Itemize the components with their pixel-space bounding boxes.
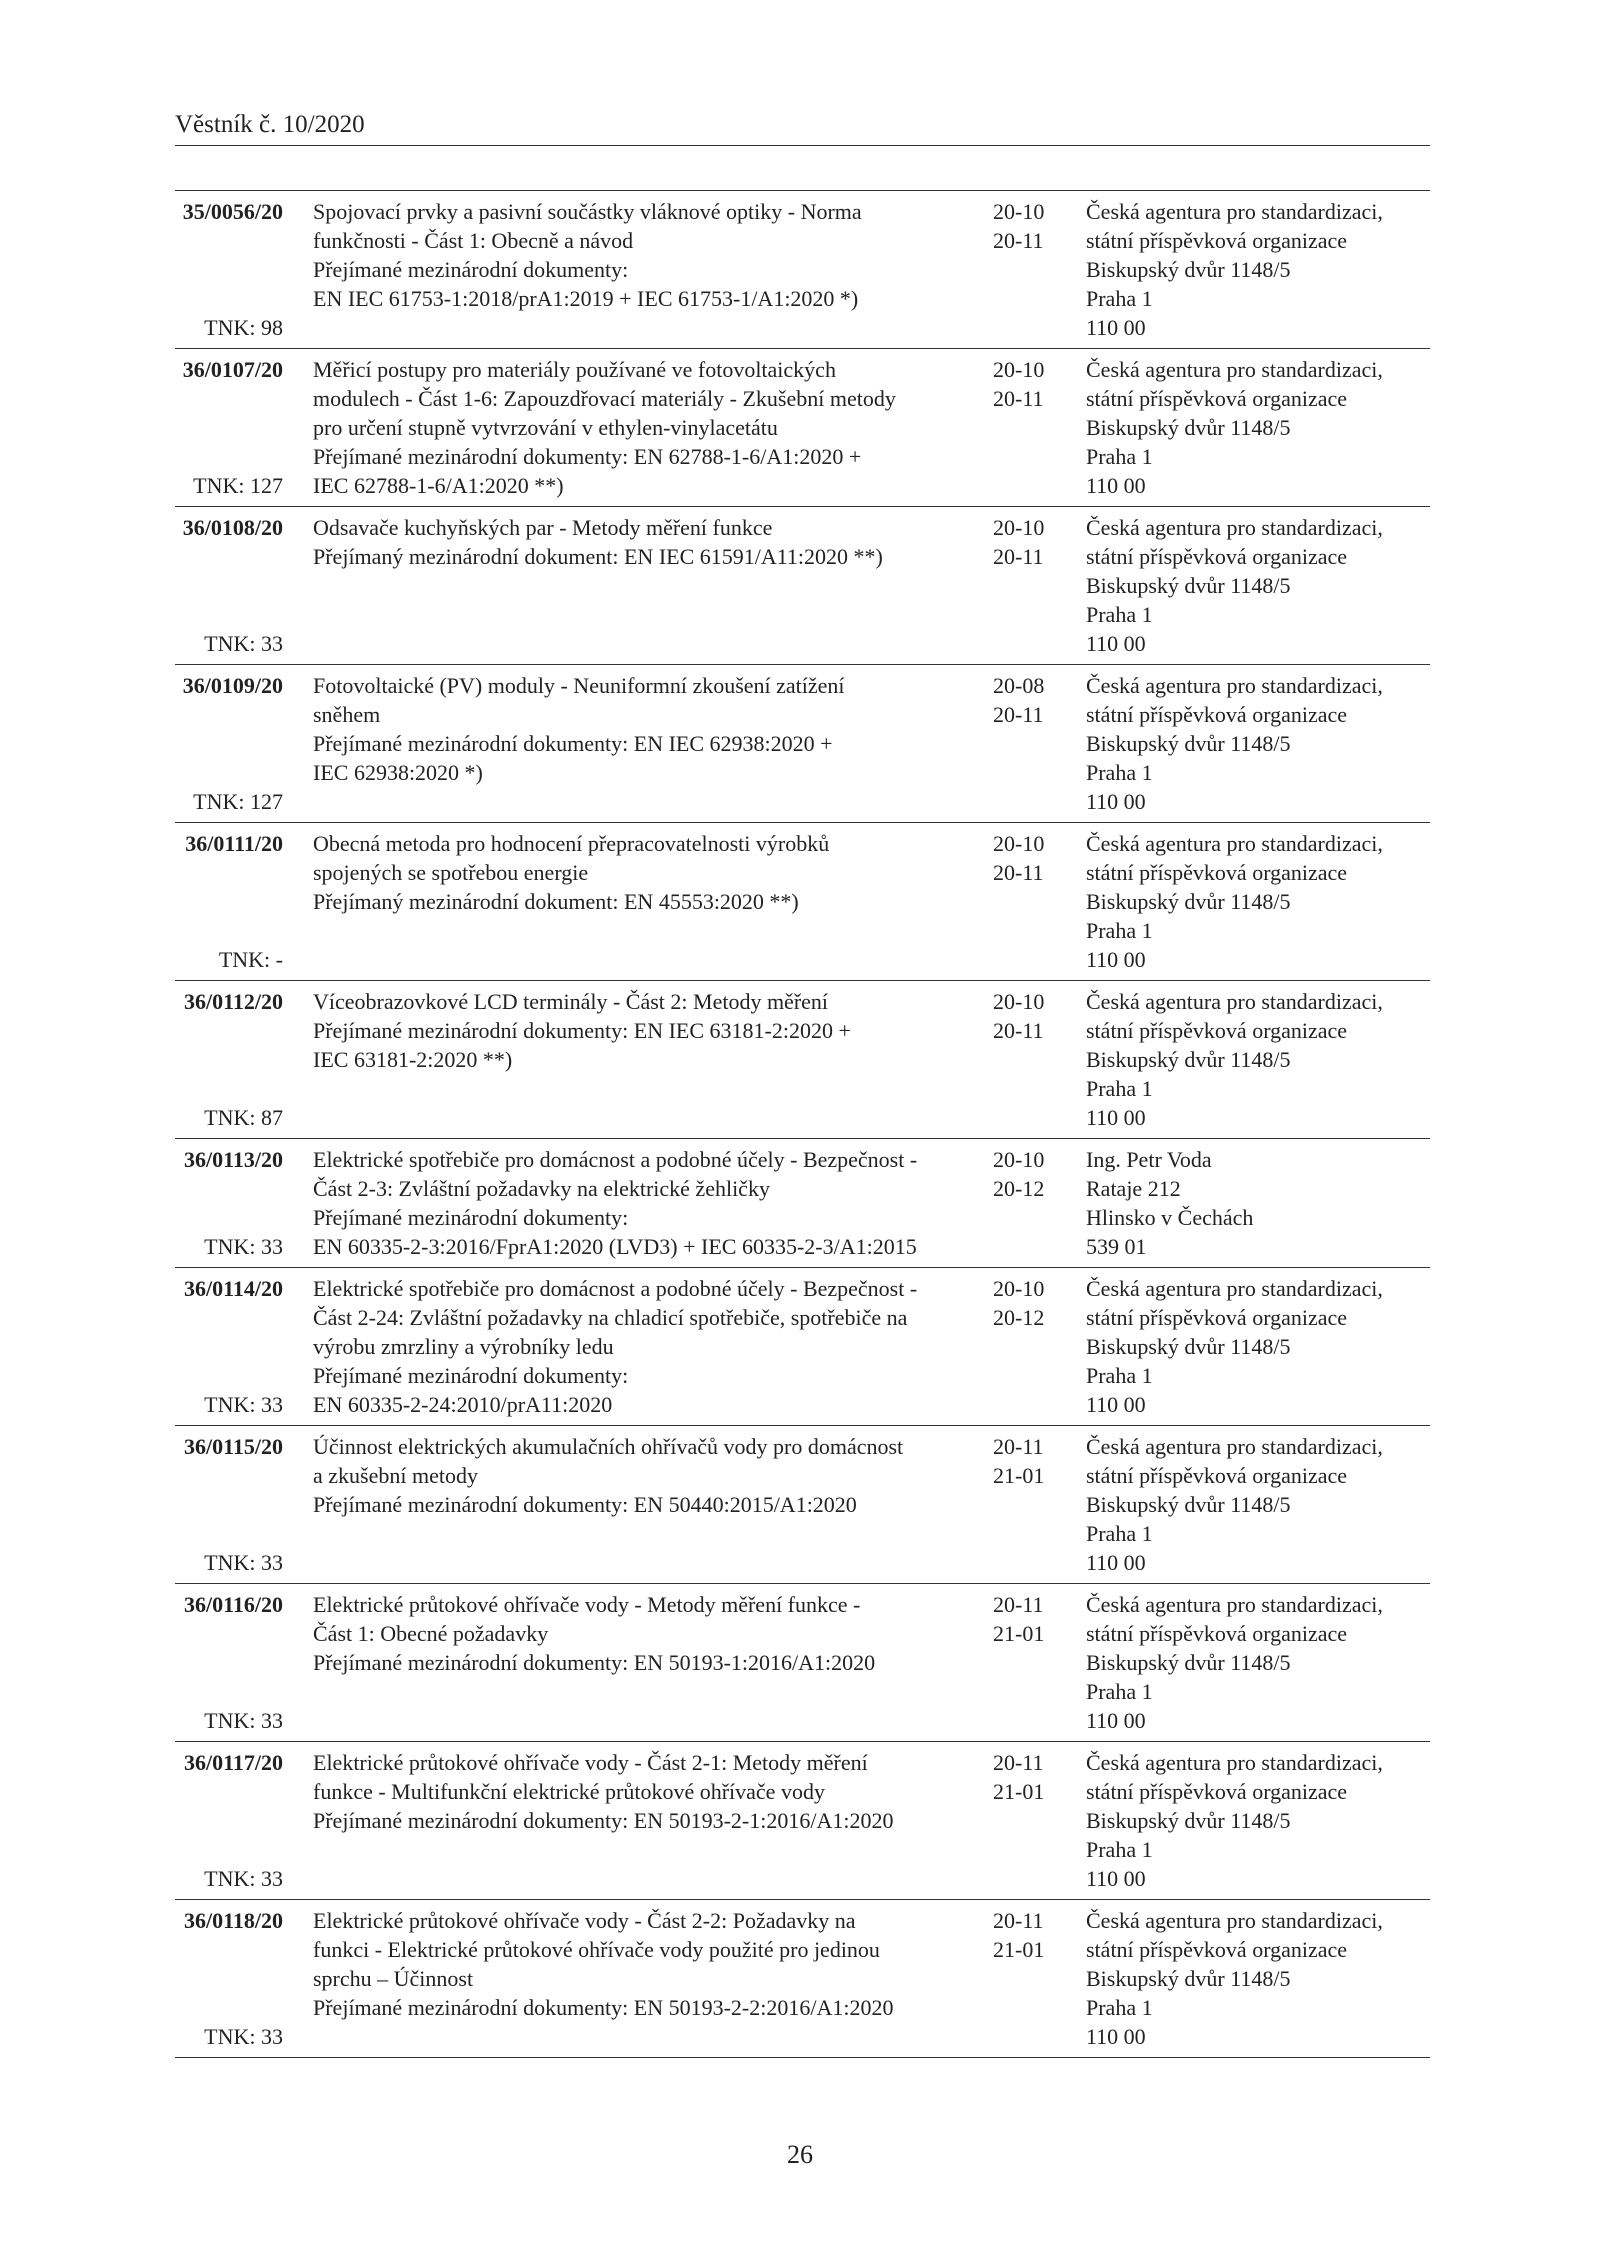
table-row xyxy=(175,822,1430,980)
entry-description-line: Přejímané mezinárodní dokumenty: EN 50440:2015/A1:2020 xyxy=(313,1492,857,1517)
table-row xyxy=(175,664,1430,822)
entry-number: 36/0114/20 xyxy=(183,1276,283,1301)
entry-organization xyxy=(1070,829,1430,974)
page-header-title: Věstník č. 10/2020 xyxy=(175,111,1430,146)
entry-description-line: Elektrické spotřebiče pro domácnost a podobné účely - Bezpečnost - xyxy=(313,1276,918,1301)
entry-description-line: Přejímané mezinárodní dokumenty: EN IEC 63181-2:2020 + xyxy=(313,1018,851,1043)
entry-dates-line: 20-11 xyxy=(993,702,1044,727)
entry-dates xyxy=(985,355,1070,500)
entry-organization-line: Česká agentura pro standardizaci, xyxy=(1086,1750,1383,1775)
entry-organization-line: Biskupský dvůr 1148/5 xyxy=(1086,731,1291,756)
entry-organization-line: 110 00 xyxy=(1086,1392,1146,1417)
entry-id-cell xyxy=(175,1906,305,2051)
entry-organization-line: Česká agentura pro standardizaci, xyxy=(1086,1434,1383,1459)
entry-description-line: funkci - Elektrické průtokové ohřívače vody použité pro jedinou xyxy=(313,1937,880,1962)
entry-dates-line: 20-11 xyxy=(993,1592,1044,1617)
entry-organization-line: Biskupský dvůr 1148/5 xyxy=(1086,1047,1291,1072)
entry-description-line: Elektrické průtokové ohřívače vody - Metody měření funkce - xyxy=(313,1592,861,1617)
entry-organization-line: státní příspěvková organizace xyxy=(1086,1463,1348,1488)
entry-description xyxy=(305,1748,985,1893)
entry-number: 36/0115/20 xyxy=(183,1434,283,1459)
entry-dates-line: 20-11 xyxy=(993,1018,1044,1043)
entry-description-line: Přejímané mezinárodní dokumenty: xyxy=(313,257,629,282)
table-row xyxy=(175,348,1430,506)
entry-tnk: TNK: 127 xyxy=(193,789,283,814)
entry-description xyxy=(305,1145,985,1261)
entry-organization-line: 110 00 xyxy=(1086,789,1146,814)
entry-description-line: Účinnost elektrických akumulačních ohřívačů vody pro domácnost xyxy=(313,1434,904,1459)
entry-organization xyxy=(1070,513,1430,658)
entry-id-cell xyxy=(175,197,305,342)
entry-description xyxy=(305,1432,985,1577)
entry-dates-line: 20-10 xyxy=(993,515,1045,540)
entry-organization-line: Ing. Petr Voda xyxy=(1086,1147,1212,1172)
entry-organization-line: Praha 1 xyxy=(1086,1076,1153,1101)
entry-description-line: EN IEC 61753-1:2018/prA1:2019 + IEC 61753-1/A1:2020 *) xyxy=(313,286,859,311)
entry-dates xyxy=(985,1145,1070,1261)
table-row xyxy=(175,1899,1430,2058)
entry-tnk: TNK: 33 xyxy=(204,1866,283,1891)
entry-number: 36/0112/20 xyxy=(183,989,283,1014)
entry-description-line: IEC 62938:2020 *) xyxy=(313,760,483,785)
entry-organization xyxy=(1070,987,1430,1132)
entry-organization-line: Praha 1 xyxy=(1086,1363,1153,1388)
entry-description xyxy=(305,1906,985,2051)
entry-description-line: Spojovací prvky a pasivní součástky vláknové optiky - Norma xyxy=(313,199,862,224)
entry-description-line: Část 1: Obecné požadavky xyxy=(313,1621,549,1646)
entry-organization-line: státní příspěvková organizace xyxy=(1086,544,1348,569)
entry-id-cell xyxy=(175,1145,305,1261)
entry-organization-line: Česká agentura pro standardizaci, xyxy=(1086,199,1383,224)
entry-organization-line: Praha 1 xyxy=(1086,1679,1153,1704)
entry-number: 36/0113/20 xyxy=(183,1147,283,1172)
entry-organization-line: státní příspěvková organizace xyxy=(1086,702,1348,727)
entry-organization-line: Biskupský dvůr 1148/5 xyxy=(1086,1650,1291,1675)
entry-description-line: EN 60335-2-3:2016/FprA1:2020 (LVD3) + IEC 60335-2-3/A1:2015 xyxy=(313,1234,917,1259)
entry-description-line: spojených se spotřebou energie xyxy=(313,860,589,885)
entry-description-line: Přejímané mezinárodní dokumenty: xyxy=(313,1363,629,1388)
entry-description-line: EN 60335-2-24:2010/prA11:2020 xyxy=(313,1392,613,1417)
entry-organization-line: 110 00 xyxy=(1086,1550,1146,1575)
entry-organization-line: státní příspěvková organizace xyxy=(1086,860,1348,885)
entry-description-line: Část 2-3: Zvláštní požadavky na elektrické žehličky xyxy=(313,1176,770,1201)
entry-description-line: Odsavače kuchyňských par - Metody měření funkce xyxy=(313,515,773,540)
entry-tnk: TNK: 33 xyxy=(204,631,283,656)
table-row xyxy=(175,1583,1430,1741)
entry-dates-line: 21-01 xyxy=(993,1937,1045,1962)
table-row xyxy=(175,190,1430,348)
entry-dates-line: 20-10 xyxy=(993,989,1045,1014)
entry-description-line: Přejímané mezinárodní dokumenty: EN IEC 62938:2020 + xyxy=(313,731,833,756)
entry-tnk: TNK: 127 xyxy=(193,473,283,498)
entry-description-line: modulech - Část 1-6: Zapouzdřovací materiály - Zkušební metody xyxy=(313,386,896,411)
entry-dates-line: 21-01 xyxy=(993,1463,1045,1488)
entry-organization-line: státní příspěvková organizace xyxy=(1086,1621,1348,1646)
entry-description-line: Fotovoltaické (PV) moduly - Neuniformní zkoušení zatížení xyxy=(313,673,845,698)
entry-description-line: výrobu zmrzliny a výrobníky ledu xyxy=(313,1334,614,1359)
entry-organization-line: Biskupský dvůr 1148/5 xyxy=(1086,889,1291,914)
entry-organization-line: Česká agentura pro standardizaci, xyxy=(1086,1276,1383,1301)
entry-organization-line: 110 00 xyxy=(1086,1866,1146,1891)
entry-id-cell xyxy=(175,829,305,974)
entry-tnk: TNK: 98 xyxy=(204,315,283,340)
entry-dates xyxy=(985,513,1070,658)
entry-number: 36/0107/20 xyxy=(182,357,283,382)
entry-organization xyxy=(1070,1906,1430,2051)
entry-organization-line: Praha 1 xyxy=(1086,444,1153,469)
entry-organization-line: Praha 1 xyxy=(1086,1995,1153,2020)
entry-dates xyxy=(985,829,1070,974)
entry-organization-line: státní příspěvková organizace xyxy=(1086,386,1348,411)
entry-description-line: Elektrické průtokové ohřívače vody - Část 2-1: Metody měření xyxy=(313,1750,868,1775)
standards-table xyxy=(175,190,1430,2058)
entry-tnk: TNK: 33 xyxy=(204,1392,283,1417)
entry-description-line: sprchu – Účinnost xyxy=(313,1966,474,1991)
entry-description-line: IEC 62788-1-6/A1:2020 **) xyxy=(313,473,564,498)
entry-organization-line: 110 00 xyxy=(1086,315,1146,340)
entry-description-line: Přejímané mezinárodní dokumenty: EN 50193-1:2016/A1:2020 xyxy=(313,1650,876,1675)
entry-organization-line: Praha 1 xyxy=(1086,918,1153,943)
entry-number: 36/0116/20 xyxy=(183,1592,283,1617)
entry-id-cell xyxy=(175,355,305,500)
entry-dates-line: 20-11 xyxy=(993,1750,1044,1775)
entry-dates xyxy=(985,671,1070,816)
entry-organization-line: Biskupský dvůr 1148/5 xyxy=(1086,1334,1291,1359)
table-row xyxy=(175,980,1430,1138)
entry-organization-line: Praha 1 xyxy=(1086,602,1153,627)
entry-tnk: TNK: 33 xyxy=(204,2024,283,2049)
entry-organization-line: 110 00 xyxy=(1086,631,1146,656)
entry-description-line: Přejímané mezinárodní dokumenty: EN 50193-2-1:2016/A1:2020 xyxy=(313,1808,894,1833)
entry-description-line: Obecná metoda pro hodnocení přepracovatelnosti výrobků xyxy=(313,831,830,856)
entry-tnk: TNK: 33 xyxy=(204,1234,283,1259)
entry-dates-line: 20-10 xyxy=(993,357,1045,382)
entry-organization-line: státní příspěvková organizace xyxy=(1086,1305,1348,1330)
entry-organization-line: státní příspěvková organizace xyxy=(1086,228,1348,253)
entry-id-cell xyxy=(175,671,305,816)
table-row xyxy=(175,1267,1430,1425)
entry-id-cell xyxy=(175,1432,305,1577)
entry-dates-line: 20-08 xyxy=(993,673,1045,698)
entry-tnk: TNK: - xyxy=(218,947,283,972)
entry-organization-line: Česká agentura pro standardizaci, xyxy=(1086,1908,1383,1933)
entry-description-line: sněhem xyxy=(313,702,381,727)
entry-organization-line: 110 00 xyxy=(1086,2024,1146,2049)
entry-organization-line: státní příspěvková organizace xyxy=(1086,1937,1348,1962)
entry-dates-line: 20-11 xyxy=(993,386,1044,411)
entry-organization xyxy=(1070,1748,1430,1893)
entry-description-line: Přejímané mezinárodní dokumenty: xyxy=(313,1205,629,1230)
entry-organization-line: Praha 1 xyxy=(1086,1837,1153,1862)
entry-number: 36/0118/20 xyxy=(183,1908,283,1933)
entry-organization xyxy=(1070,197,1430,342)
entry-organization xyxy=(1070,1274,1430,1419)
entry-dates-line: 20-10 xyxy=(993,831,1045,856)
entry-description-line: Elektrické spotřebiče pro domácnost a podobné účely - Bezpečnost - xyxy=(313,1147,918,1172)
entry-organization-line: Biskupský dvůr 1148/5 xyxy=(1086,1808,1291,1833)
entry-organization-line: Biskupský dvůr 1148/5 xyxy=(1086,257,1291,282)
entry-description-line: Měřicí postupy pro materiály používané ve fotovoltaických xyxy=(313,357,836,382)
entry-dates-line: 20-10 xyxy=(993,1276,1045,1301)
entry-description xyxy=(305,197,985,342)
entry-dates xyxy=(985,1274,1070,1419)
entry-description-line: Přejímaný mezinárodní dokument: EN IEC 61591/A11:2020 **) xyxy=(313,544,883,569)
entry-dates-line: 20-11 xyxy=(993,1434,1044,1459)
entry-description xyxy=(305,671,985,816)
entry-number: 36/0117/20 xyxy=(183,1750,283,1775)
entry-description-line: funkčnosti - Část 1: Obecně a návod xyxy=(313,228,634,253)
entry-tnk: TNK: 33 xyxy=(204,1708,283,1733)
entry-organization-line: 110 00 xyxy=(1086,473,1146,498)
entry-id-cell xyxy=(175,1274,305,1419)
entry-description-line: IEC 63181-2:2020 **) xyxy=(313,1047,513,1072)
entry-dates-line: 20-11 xyxy=(993,1908,1044,1933)
table-row xyxy=(175,506,1430,664)
entry-id-cell xyxy=(175,1590,305,1735)
entry-dates xyxy=(985,1906,1070,2051)
entry-dates-line: 21-01 xyxy=(993,1779,1045,1804)
entry-dates xyxy=(985,1590,1070,1735)
entry-dates xyxy=(985,1432,1070,1577)
entry-tnk: TNK: 87 xyxy=(204,1105,283,1130)
entry-dates-line: 20-12 xyxy=(993,1305,1045,1330)
table-row xyxy=(175,1741,1430,1899)
entry-organization-line: státní příspěvková organizace xyxy=(1086,1779,1348,1804)
entry-description-line: Víceobrazovkové LCD terminály - Část 2: Metody měření xyxy=(313,989,829,1014)
entry-description xyxy=(305,987,985,1132)
entry-organization-line: Hlinsko v Čechách xyxy=(1086,1205,1254,1230)
entry-description-line: Přejímané mezinárodní dokumenty: EN 50193-2-2:2016/A1:2020 xyxy=(313,1995,894,2020)
page-number: 26 xyxy=(787,2140,813,2169)
entry-dates xyxy=(985,987,1070,1132)
entry-description-line: Část 2-24: Zvláštní požadavky na chladicí spotřebiče, spotřebiče na xyxy=(313,1305,908,1330)
entry-dates-line: 20-11 xyxy=(993,228,1044,253)
entry-number: 36/0111/20 xyxy=(185,831,283,856)
entry-organization-line: Biskupský dvůr 1148/5 xyxy=(1086,415,1291,440)
entry-organization-line: Česká agentura pro standardizaci, xyxy=(1086,1592,1383,1617)
entry-organization-line: Praha 1 xyxy=(1086,760,1153,785)
entry-dates-line: 20-10 xyxy=(993,199,1045,224)
entry-description xyxy=(305,513,985,658)
entry-description xyxy=(305,355,985,500)
entry-organization-line: Česká agentura pro standardizaci, xyxy=(1086,673,1383,698)
entry-number: 36/0109/20 xyxy=(182,673,283,698)
entry-organization-line: 110 00 xyxy=(1086,947,1146,972)
entry-description-line: Přejímaný mezinárodní dokument: EN 45553:2020 **) xyxy=(313,889,799,914)
entry-organization xyxy=(1070,1590,1430,1735)
entry-organization xyxy=(1070,1432,1430,1577)
entry-description-line: funkce - Multifunkční elektrické průtokové ohřívače vody xyxy=(313,1779,825,1804)
entry-organization-line: Praha 1 xyxy=(1086,286,1153,311)
entry-description xyxy=(305,829,985,974)
entry-dates-line: 20-12 xyxy=(993,1176,1045,1201)
entry-dates-line: 21-01 xyxy=(993,1621,1045,1646)
entry-organization-line: Česká agentura pro standardizaci, xyxy=(1086,831,1383,856)
entry-dates-line: 20-11 xyxy=(993,860,1044,885)
entry-organization-line: Rataje 212 xyxy=(1086,1176,1181,1201)
entry-dates xyxy=(985,1748,1070,1893)
entry-dates-line: 20-10 xyxy=(993,1147,1045,1172)
table-row xyxy=(175,1425,1430,1583)
entry-organization xyxy=(1070,355,1430,500)
entry-description-line: Přejímané mezinárodní dokumenty: EN 62788-1-6/A1:2020 + xyxy=(313,444,862,469)
entry-organization-line: 110 00 xyxy=(1086,1708,1146,1733)
table-row xyxy=(175,1138,1430,1267)
entry-id-cell xyxy=(175,1748,305,1893)
entry-organization-line: Biskupský dvůr 1148/5 xyxy=(1086,1492,1291,1517)
entry-organization-line: 110 00 xyxy=(1086,1105,1146,1130)
entry-organization-line: Biskupský dvůr 1148/5 xyxy=(1086,1966,1291,1991)
entry-organization-line: 539 01 xyxy=(1086,1234,1147,1259)
entry-organization-line: státní příspěvková organizace xyxy=(1086,1018,1348,1043)
entry-description xyxy=(305,1274,985,1419)
entry-number: 36/0108/20 xyxy=(182,515,283,540)
entry-organization xyxy=(1070,671,1430,816)
entry-id-cell xyxy=(175,513,305,658)
entry-number: 35/0056/20 xyxy=(182,199,283,224)
entry-organization-line: Praha 1 xyxy=(1086,1521,1153,1546)
entry-id-cell xyxy=(175,987,305,1132)
entry-organization-line: Česká agentura pro standardizaci, xyxy=(1086,989,1383,1014)
entry-organization xyxy=(1070,1145,1430,1261)
entry-organization-line: Česká agentura pro standardizaci, xyxy=(1086,515,1383,540)
entry-description-line: a zkušební metody xyxy=(313,1463,478,1488)
entry-description xyxy=(305,1590,985,1735)
entry-description-line: pro určení stupně vytvrzování v ethylen-vinylacetátu xyxy=(313,415,778,440)
entry-organization-line: Česká agentura pro standardizaci, xyxy=(1086,357,1383,382)
entry-dates xyxy=(985,197,1070,342)
entry-description-line: Elektrické průtokové ohřívače vody - Část 2-2: Požadavky na xyxy=(313,1908,856,1933)
entry-dates-line: 20-11 xyxy=(993,544,1044,569)
entry-organization-line: Biskupský dvůr 1148/5 xyxy=(1086,573,1291,598)
entry-tnk: TNK: 33 xyxy=(204,1550,283,1575)
